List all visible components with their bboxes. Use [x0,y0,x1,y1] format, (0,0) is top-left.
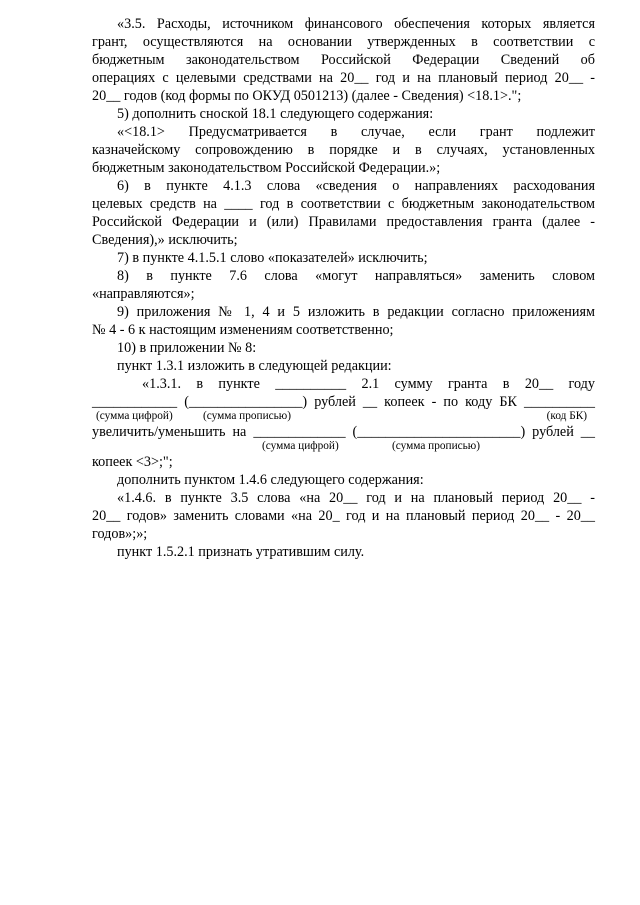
item-9-line-2: № 4 - 6 к настоящим изменениям соответственно; [92,322,394,338]
label-sum-words-2: (сумма прописью) [392,440,480,452]
paragraph-3-5-line-1: «3.5. Расходы, источником финансового обеспечения которых является [117,16,595,32]
paragraph-1-3-1-line-1: «1.3.1. в пункте __________ 2.1 сумму гранта в 20__ году [142,376,595,392]
item-6-line-2: целевых средств на ____ год в соответствии с бюджетным законодательством [92,196,595,212]
footnote-18-1-line-2: казначейскому сопровождению в порядке и в случаях, установленных [92,142,595,158]
paragraph-1-3-1-line-4: копеек <3>;"; [92,454,173,470]
item-8-line-1: 8) в пункте 7.6 слова «могут направляться» заменить словом [117,268,595,284]
item-6-line-3: Российской Федерации и (или) Правилами предоставления гранта (далее - [92,214,595,230]
paragraph-1-4-6-line-2: 20__ годов» заменить словами «на 20_ год и на плановый период 20__ - 20__ [92,508,595,524]
label-sum-words-1: (сумма прописью) [203,410,291,422]
paragraph-1-4-6-line-1: «1.4.6. в пункте 3.5 слова «на 20__ год и на плановый период 20__ - [117,490,595,506]
paragraph-1-3-1-line-2: ____________ (________________) рублей __ копеек - по коду БК __________ [92,394,595,410]
label-sum-digits-1: (сумма цифрой) [96,410,173,422]
paragraph-3-5-line-2: грант, осуществляются на основании утвержденных в соответствии с [92,34,595,50]
paragraph-1-3-1-intro: пункт 1.3.1 изложить в следующей редакции: [117,358,392,374]
item-6-line-4: Сведения),» исключить; [92,232,238,248]
footnote-18-1-line-3: бюджетным законодательством Российской Федерации.»; [92,160,441,176]
item-6-line-1: 6) в пункте 4.1.3 слова «сведения о направлениях расходования [117,178,595,194]
item-7: 7) в пункте 4.1.5.1 слово «показателей» исключить; [117,250,428,266]
item-8-line-2: «направляются»; [92,286,195,302]
label-sum-digits-2: (сумма цифрой) [262,440,339,452]
paragraph-3-5-line-5: 20__ годов (код формы по ОКУД 0501213) (далее - Сведения) <18.1>."; [92,88,522,104]
paragraph-1-4-6-intro: дополнить пунктом 1.4.6 следующего содержания: [117,472,424,488]
item-5: 5) дополнить сноской 18.1 следующего содержания: [117,106,434,122]
footnote-18-1-line-1: «<18.1> Предусматривается в случае, если грант подлежит [117,124,595,140]
paragraph-1-3-1-line-3: увеличить/уменьшить на _____________ (_______________________) рублей __ [92,424,595,440]
paragraph-3-5-line-4: операциях с целевыми средствами на 20__ год и на плановый период 20__ - [92,70,595,86]
label-bk-code: (код БК) [546,410,587,422]
item-10: 10) в приложении № 8: [117,340,257,356]
paragraph-3-5-line-3: бюджетным законодательством Российской Федерации Сведений об [92,52,595,68]
paragraph-1-5-2-1: пункт 1.5.2.1 признать утратившим силу. [117,544,365,560]
item-9-line-1: 9) приложения № 1, 4 и 5 изложить в редакции согласно приложениям [117,304,595,320]
paragraph-1-4-6-line-3: годов»;»; [92,526,148,542]
